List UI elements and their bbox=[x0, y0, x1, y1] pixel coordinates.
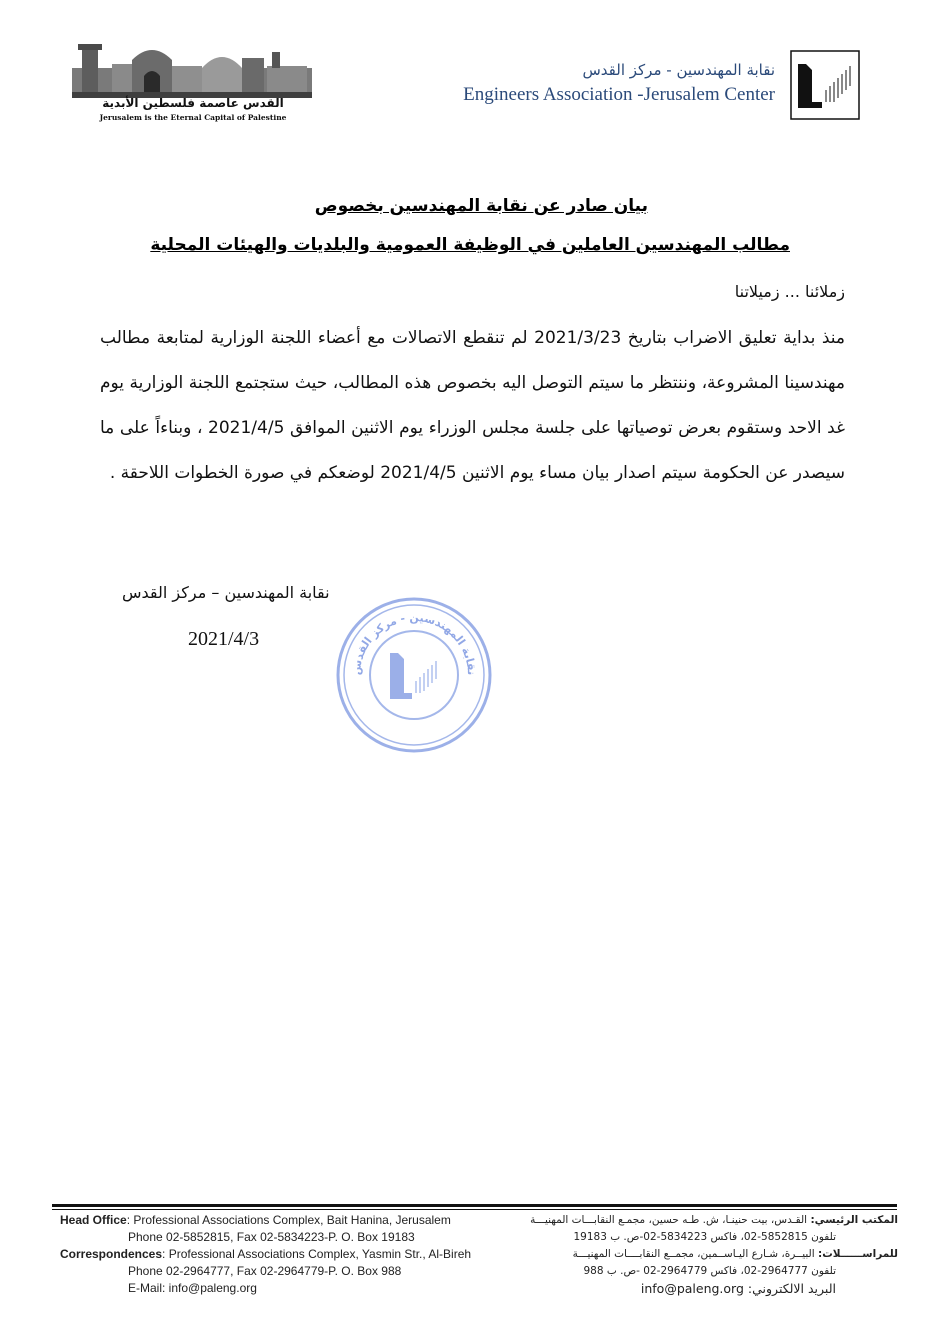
signature-organization: نقابة المهندسين – مركز القدس bbox=[122, 583, 330, 602]
email-label-ar: البريد الالكتروني: bbox=[743, 1281, 836, 1296]
emblem-caption-arabic: القدس عاصمة فلسطين الأبدية bbox=[102, 96, 284, 110]
head-office-label-ar: المكتب الرئيسي: bbox=[810, 1214, 898, 1226]
footer-divider-thick bbox=[52, 1204, 897, 1207]
statement-subtitle: مطالب المهندسين العاملين في الوظيفة العمومية والبلديات والهيئات المحلية bbox=[150, 235, 790, 255]
footer-email-ar bbox=[478, 1280, 898, 1297]
engineers-association-logo-icon bbox=[790, 50, 860, 120]
footer-head-office-ar bbox=[478, 1212, 898, 1229]
official-stamp bbox=[330, 595, 498, 755]
email-link[interactable]: info@paleng.org bbox=[640, 1281, 744, 1296]
jerusalem-skyline-icon bbox=[72, 38, 312, 98]
footer-correspondence-phone-ar: تلفون 2964777-02، فاكس 2964779-02 -ص. ب 988 bbox=[583, 1265, 836, 1277]
emblem-caption-english: Jerusalem is the Eternal Capital of Palestine bbox=[99, 113, 287, 122]
footer-correspondence-ar bbox=[478, 1246, 898, 1263]
greeting: زملائنا ... زميلاتنا bbox=[734, 282, 845, 301]
footer-head-office-phone: Phone 02-5852815, Fax 02-5834223-P. O. Box 19183 bbox=[128, 1230, 415, 1244]
signature-date: 2021/4/3 bbox=[188, 628, 260, 650]
footer-head-office-en bbox=[60, 1212, 470, 1229]
correspondence-address: : Professional Associations Complex, Yasmin Str., Al-Bireh bbox=[162, 1247, 472, 1261]
head-office-address: : Professional Associations Complex, Bait Hanina, Jerusalem bbox=[126, 1213, 451, 1227]
footer-english bbox=[60, 1212, 470, 1297]
correspondence-label: Correspondences bbox=[60, 1247, 163, 1261]
footer-correspondence-phone: Phone 02-2964777, Fax 02-2964779-P. O. Box 988 bbox=[128, 1264, 402, 1278]
footer-head-office-phone-ar: تلفون 5852815-02، فاكس 5834223-02-ص. ب 19183 bbox=[573, 1231, 836, 1243]
footer-email-en[interactable]: E-Mail: info@paleng.org bbox=[128, 1281, 257, 1295]
svg-text:نقابة المهندسين - مركز القدس: نقابة المهندسين - مركز القدس bbox=[349, 610, 479, 676]
footer-divider-thin bbox=[52, 1209, 897, 1210]
head-office-label: Head Office bbox=[60, 1213, 127, 1227]
footer-arabic bbox=[478, 1212, 898, 1297]
correspondence-label-ar: للمراســــــلات: bbox=[818, 1248, 898, 1260]
statement-body: منذ بداية تعليق الاضراب بتاريخ 2021/3/23 لم تنقطع الاتصالات مع أعضاء اللجنة الوزارية لمتابعة مطالب مهندسينا المشروعة، وننتظر ما سيتم التوصل اليه بخصوص هذه المطالب، حيث ستجتمع اللجنة الوزارية يوم غد الاحد وستقوم بعرض توصياتها على جلسة مجلس الوزراء يوم الاثنين الموافق 2021/4/5 ، وبناءاً على ما سيصدر عن الحكومة سيتم اصدار بيان مساء يوم الاثنين 2021/4/5 لوضعكم في صورة الخطوات اللاحقة . bbox=[100, 328, 846, 483]
stamp-seal-icon bbox=[330, 595, 498, 755]
statement-title: بيان صادر عن نقابة المهندسين بخصوص bbox=[314, 196, 648, 216]
footer-correspondence-en bbox=[60, 1246, 470, 1263]
org-name-arabic: نقابة المهندسين - مركز القدس bbox=[582, 61, 775, 79]
correspondence-address-ar: البيــرة، شـارع اليـاســمين، مجمــع النقابــــات المهنيـــة bbox=[572, 1248, 819, 1260]
head-office-address-ar: القـدس، بيت حنينـا، ش. طـه حسين، مجمـع النقابـــات المهنيـــة bbox=[530, 1214, 811, 1226]
org-name-english: Engineers Association -Jerusalem Center bbox=[463, 84, 775, 105]
